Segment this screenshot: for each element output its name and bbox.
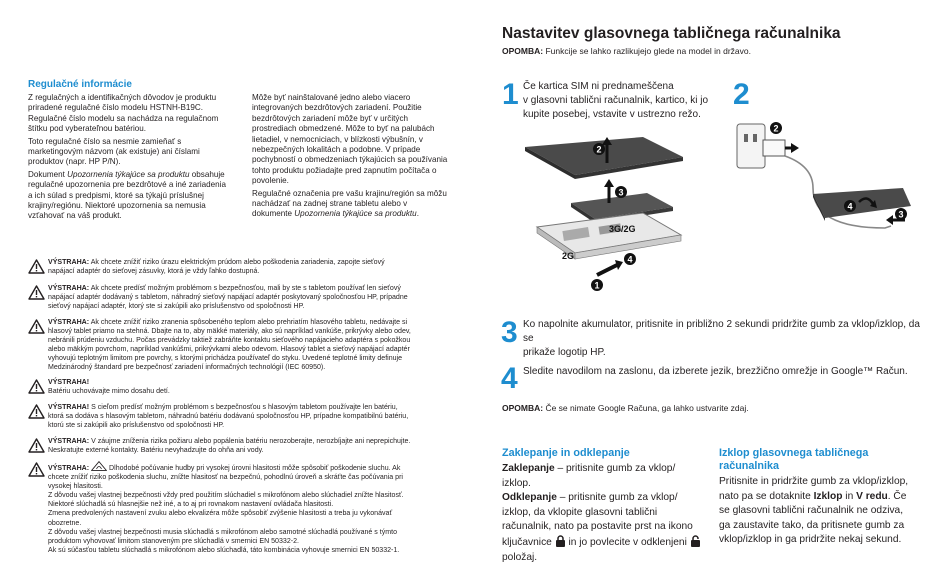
step-number: 3 xyxy=(501,316,518,349)
warning-triangle-icon xyxy=(28,462,48,555)
unlock-icon xyxy=(690,535,701,547)
regulatory-heading: Regulačné informácie xyxy=(28,79,132,90)
step-number: 4 xyxy=(501,362,518,395)
warning-block xyxy=(28,437,452,458)
lock-icon xyxy=(555,535,566,547)
regulatory-paragraph: Regulačné označenia pre vašu krajinu/región sa môžu nachádzať na zadnej strane tabletu alebo v dokumente Upozornenia týkajúce sa produktu. xyxy=(252,188,447,219)
callout-label: 4 xyxy=(627,254,633,265)
warning-block xyxy=(28,318,452,373)
warning-text: VÝSTRAHA: Ak chcete znížiť riziko zranenia spôsobeného teplom alebo prehriatím hlasového tabletu, nedávajte si hlasový tablet priamo na stehná. Dbajte na to, aby mäkké materiály, ako sú napríklad vankúše, prikrývky alebo odev, nebránili prúdeniu vzduchu. Počas prevádzky taktiež zabráňte kontaktu sieťového napájacieho adaptéra s pokožkou alebo mäkkým povrchom, napríklad vankúšmi, prikrývkami alebo odevom. Hlasový tablet a sieťový napájací adaptér vyhovujú teplotným limitom pre povrchy, s ktorými prichádza používateľ do styku. Uvedené teplotné limity definuje Medzinárodný štandard pre bezpečnosť zariadení informačných technológií (IEC 60950). xyxy=(48,319,411,372)
warning-block xyxy=(28,284,452,311)
callout-label: 4 xyxy=(847,201,853,212)
lock-text: Zaklepanje – pritisnite gumb za vklop/ izklop. Odklepanje – pritisnite gumb za vklop/ izklop, da vklopite glasovni tablični računalnik, nato pa postavite prst na ikono ključavnice in jo povlecite v odklenjeni položaj. xyxy=(502,462,702,565)
warning-triangle-icon xyxy=(28,285,48,311)
callout-label: 1 xyxy=(594,280,600,291)
warning-text: VÝSTRAHA: Ak chcete znížiť riziko úrazu elektrickým prúdom alebo poškodenia zariadenia, zapojte sieťový napájací adaptér do sieťovej zásuvky, ktorá je vždy ľahko dostupná. xyxy=(48,259,385,276)
lock-heading: Zaklepanje in odklepanje xyxy=(502,447,630,459)
power-off-heading: Izklop glasovnega tabličnega računalnika xyxy=(719,447,869,472)
callout-label: 3 xyxy=(898,209,904,220)
warning-block xyxy=(28,461,452,555)
step-number: 2 xyxy=(733,78,750,111)
note: OPOMBA: Funkcije se lahko razlikujejo glede na model in državo. xyxy=(502,46,751,56)
note: OPOMBA: Če se nimate Google Računa, ga lahko ustvarite zdaj. xyxy=(502,403,749,413)
warning-block xyxy=(28,258,452,279)
warning-triangle-icon xyxy=(28,438,48,458)
warning-text: VÝSTRAHA: Ak chcete predísť možným problémom s bezpečnosťou, mali by ste s tabletom používať len sieťový napájací adaptér dodávaný s tabletom, náhradný sieťový napájací adaptér poskytovaný spoločnosťou HP, prípadne sieťový napájací adaptér, ktorý ste si zakúpili ako príslušenstvo od spoločnosti HP. xyxy=(48,285,408,311)
warning-triangle-icon xyxy=(28,379,48,399)
slot-label: 3G/2G xyxy=(609,224,636,234)
warning-block xyxy=(28,378,452,399)
callout-label: 2 xyxy=(773,123,779,134)
callout-label: 2 xyxy=(596,144,602,155)
regulatory-paragraph: Môže byť nainštalované jedno alebo viacero integrovaných bezdrôtových zariadení. Použitie bezdrôtových zariadení môže byť v určitých prostrediach obmedzené. Môže to byť na palubách lietadiel, v nemocniciach, v blízkosti výbušnín, v nebezpečných lokalitách a podobne. V prípade pochybností o obmedzeniach týkajúcich sa používania tohto produktu požiadajte pred zapnutím počítača o povolenie. xyxy=(252,93,448,186)
regulatory-column-2 xyxy=(252,93,448,222)
step-text: Ko napolnite akumulator, pritisnite in približno 2 sekundi pridržite gumb za vklop/izklop, da se prikaže logotip HP. xyxy=(523,319,920,358)
warning-block xyxy=(28,403,452,430)
warning-text: VÝSTRAHA: V záujme zníženia rizika požiaru alebo popálenia batériu nerozoberajte, nerozbíjajte ani neprepichujte. Neskratujte externé kontakty. Batériu nevyhadzujte do ohňa ani vody. xyxy=(48,438,411,455)
slot-label: 2G xyxy=(562,251,575,261)
hearing-damage-icon xyxy=(91,461,107,470)
warning-text: VÝSTRAHA! S cieľom predísť možným problémom s bezpečnosťou s hlasovým tabletom používajte len batériu, ktorá sa dodáva s hlasovým tabletom, náhradnú batériu dodávanú spoločnosťou HP, prípadne kompatibilnú batériu, ktorú ste si zakúpili ako príslušenstvo od spoločnosti HP. xyxy=(48,404,409,430)
step-text: Sledite navodilom na zaslonu, da izberete jezik, brezžično omrežje in Google™ Račun. xyxy=(523,366,908,377)
regulatory-paragraph: Dokument Upozornenia týkajúce sa produktu obsahuje regulačné upozornenia pre bezdrôtové a iné zariadenia a ich súlad s predpismi, ktoré sa týkajú príslušnej krajiny/regiónu. Niektoré upozornenia sa nemusia vzťahovať na váš produkt. xyxy=(28,169,226,221)
warning-triangle-icon xyxy=(28,319,48,373)
callout-label: 3 xyxy=(618,187,624,198)
step-text: Če kartica SIM ni prednameščena v glasovni tablični računalnik, kartico, ki jo kupite posebej, vstavite v ustrezno režo. xyxy=(523,81,709,120)
regulatory-column-1 xyxy=(28,93,228,224)
charging-illustration xyxy=(733,118,913,243)
warning-text: VÝSTRAHA! Batériu uchovávajte mimo dosahu detí. xyxy=(48,379,170,396)
sim-insertion-illustration xyxy=(515,125,695,300)
warning-text: VÝSTRAHA: Dlhodobé počúvanie hudby pri vysokej úrovni hlasitosti môže spôsobiť poškodenie sluchu. Ak chcete znížiť riziko poškodenia sluchu, znížte hlasitosť na bezpečnú, pohodlnú úroveň a skráťte čas počúvania pri vysokej hlasitosti. Z dôvodu vašej vlastnej bezpečnosti vždy pred použitím slúchadiel s mikrofónom alebo slúchadiel znížte hlasitosť. Niektoré slúchadlá sú hlasnejšie než iné, a to aj pri rovnakom nastavení ovládača hlasitosti. Zmena predvolených nastavení zvuku alebo ekvalizéra môže spôsobiť zvýšenie hlasitosti a treba ju vykonávať obozretne. Z dôvodu vašej vlastnej bezpečnosti musia slúchadlá s mikrofónom alebo samotné slúchadlá používané s týmto produktom vyhovovať limitom stanoveným pre slúchadlá v smernici EN 50332-2. Ak sú súčasťou tabletu slúchadlá s mikrofónom alebo slúchadlá, táto kombinácia vyhovuje smernici EN 50332-1. xyxy=(48,461,404,555)
warning-triangle-icon xyxy=(28,259,48,279)
regulatory-paragraph: Toto regulačné číslo sa nesmie zamieňať s marketingovým názvom (ak existuje) ani číslami produktov (napr. HP P/N). xyxy=(28,136,200,167)
step-number: 1 xyxy=(502,78,519,111)
warning-triangle-icon xyxy=(28,404,48,430)
regulatory-paragraph: Z regulačných a identifikačných dôvodov je produktu priradené regulačné číslo modelu HSTNH-B19C. Regulačné číslo modelu sa nachádza na regulačnom štítku pod vyberateľnou batériou. xyxy=(28,93,219,134)
page-title: Nastavitev glasovnega tabličnega računalnika xyxy=(502,25,841,42)
power-off-text: Pritisnite in pridržite gumb za vklop/izklop, nato pa se dotaknite Izklop in V redu. Če se glasovni tablični računalnik ne odziva, ga zaustavite tako, da pritisnete gumb za vklop/izklop in ga pridržite nekaj sekund. xyxy=(719,476,909,546)
